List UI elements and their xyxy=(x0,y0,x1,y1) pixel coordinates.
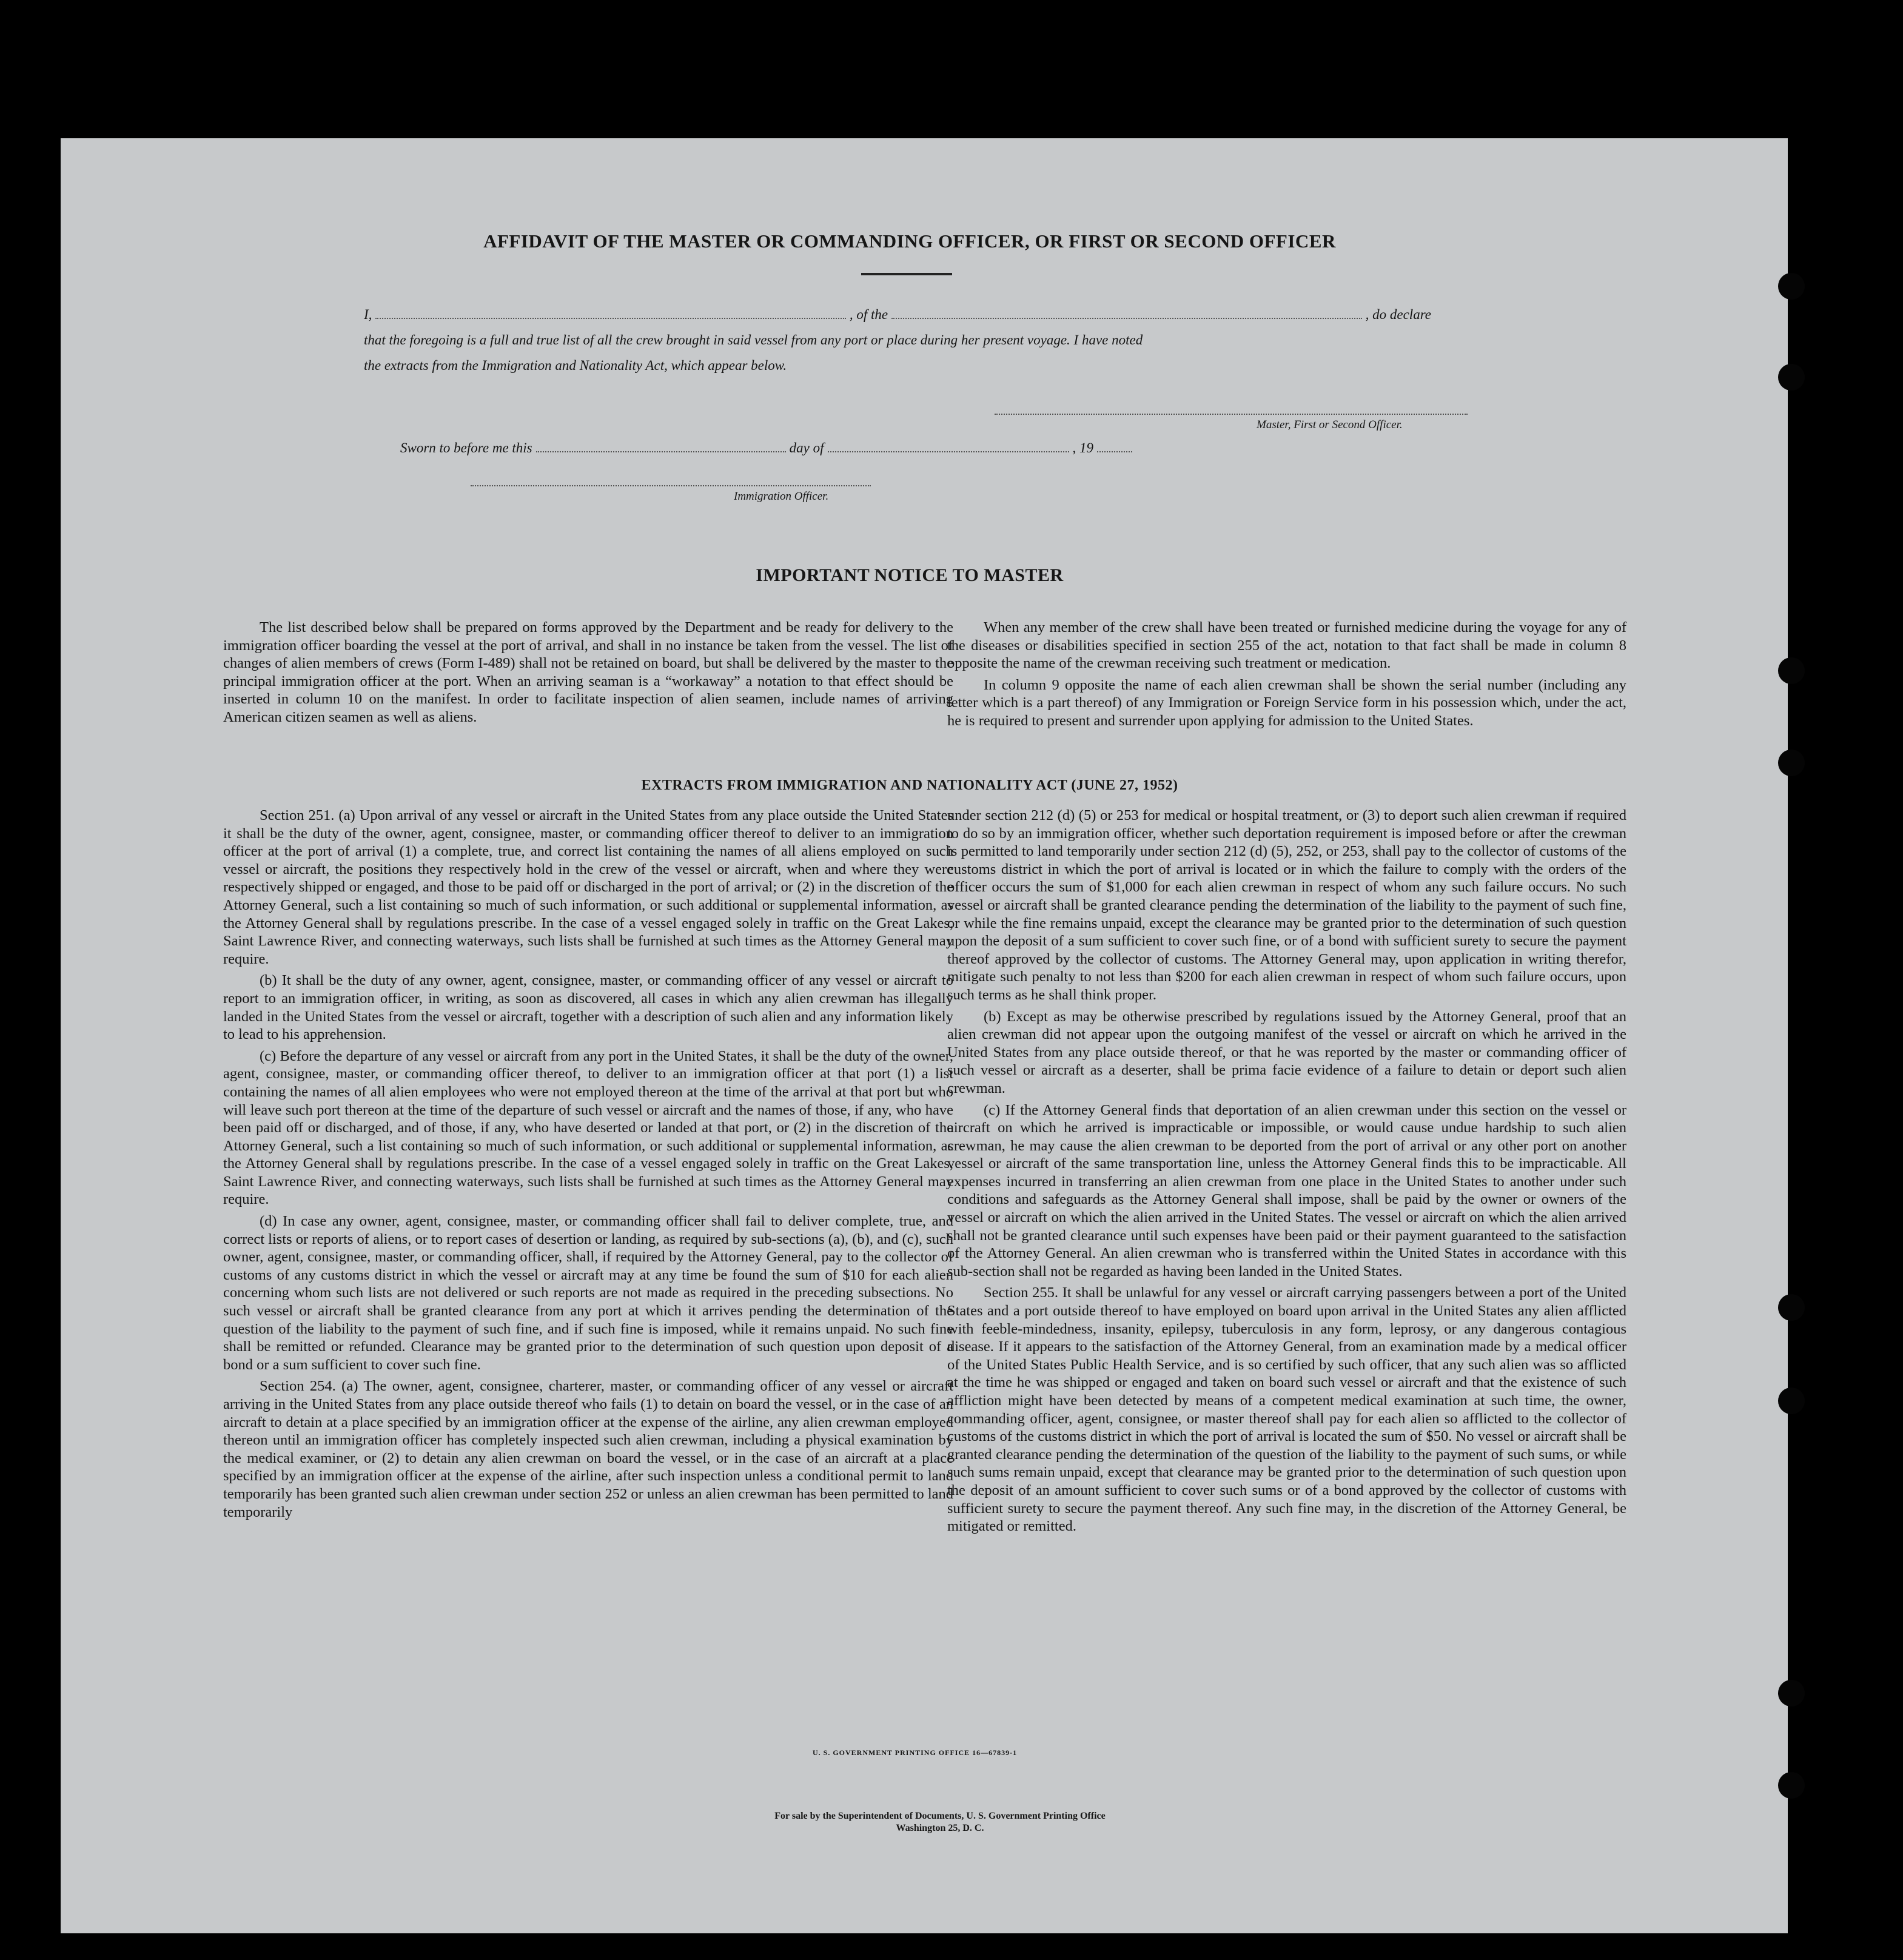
notice-right-column xyxy=(947,619,1626,734)
binder-hole-icon xyxy=(1778,364,1805,391)
act-paragraph: (c) Before the departure of any vessel or aircraft from any port in the United States, it shall be the duty of the owner, agent, consignee, master, or commanding officer thereof, to deliver to an immigration officer at that port (1) a list containing the names of all alien employees who were not employed thereon at the time of the arrival at that port but who will leave such port thereon at the time of the departure of such vessel or aircraft and the names of those, if any, who have been paid off or discharged, and of those, if any, who have deserted or landed at that port, or (2) in the discretion of the Attorney General, such a list containing so much of such information, or such additional or supplemental information, as the Attorney General shall by regulations prescribe. In the case of a vessel engaged solely in traffic on the Great Lakes, Saint Lawrence River, and connecting waterways, such lists shall be furnished at such times as the Attorney General may require. xyxy=(223,1047,953,1208)
extracts-right-column xyxy=(947,807,1626,1539)
binder-hole-icon xyxy=(1778,1294,1805,1321)
extracts-title: EXTRACTS FROM IMMIGRATION AND NATIONALITY ACT (JUNE 27, 1952) xyxy=(641,777,1178,793)
year-label: , 19 xyxy=(1072,440,1093,455)
binder-hole-icon xyxy=(1778,1388,1805,1414)
notice-left-column xyxy=(223,619,953,730)
act-paragraph: (b) Except as may be otherwise prescribed by regulations issued by the Attorney General, proof that an alien crewman did not appear upon the outgoing manifest of the vessel or aircraft on which he arrived in the United States from any place outside thereof, or that he was reported by the master or commanding officer of such vessel or aircraft as a deserter, shall be prima facie evidence of a failure to detain or deport such alien crewman. xyxy=(947,1008,1626,1096)
binder-hole-icon xyxy=(1778,1772,1805,1799)
sworn-day-blank[interactable] xyxy=(536,440,786,452)
for-sale-notice xyxy=(606,1810,1274,1834)
act-paragraph: (d) In case any owner, agent, consignee, master, or commanding officer shall fail to deliver complete, true, and correct lists or reports of aliens, or to report cases of desertion or landing, as required by sub-sections (a), (b), and (c), such owner, agent, consignee, master, or commanding officer, shall, if required by the Attorney General, pay to the collector of customs of any customs district in which the vessel or aircraft may at any time be found the sum of $10 for each alien concerning whom such lists are not delivered or such reports are not made as required in the preceding subsections. No such vessel or aircraft shall be granted clearance from any port at which it arrives pending the determination of the question of the liability to the payment of such fine, and if such fine is imposed, while it remains unpaid. No such fine shall be remitted or refunded. Clearance may be granted prior to the determination of such question upon deposit of a bond or a sum sufficient to cover such fine. xyxy=(223,1213,953,1373)
for-sale-line-2: Washington 25, D. C. xyxy=(896,1823,984,1833)
immigration-officer-signature-line[interactable] xyxy=(471,485,871,486)
name-blank[interactable] xyxy=(375,307,845,319)
act-paragraph: under section 212 (d) (5) or 253 for medical or hospital treatment, or (3) to deport such alien crewman if required to do so by an immigration officer, whether such deportation requirement is imposed before or after the crewman is permitted to land temporarily under section 212 (d) (5), 252, or 253, shall pay to the collector of customs of the customs district in which the port of arrival is located or in which the failure to comply with the orders of the officer occurs the sum of $1,000 for each alien crewman in respect of whom any such failure occurs. No such vessel or aircraft shall be granted clearance pending the determination of the liability to the payment of such fine, or while the fine remains unpaid, except the clearance may be granted prior to the determination of such question upon the deposit of a sum sufficient to cover such fine, or of a bond with sufficient surety to secure the payment thereof approved by the collector of customs. The Attorney General may, upon application in writing therefor, mitigate such penalty to not less than $200 for each alien crewman in respect of whom such failure occurs, upon such terms as he shall think proper. xyxy=(947,807,1626,1003)
binder-hole-icon xyxy=(1778,750,1805,776)
act-paragraph: Section 255. It shall be unlawful for any vessel or aircraft carrying passengers between a port of the United States and a port outside thereof to have employed on board upon arrival in the United States any alien afflicted with feeble-mindedness, insanity, epilepsy, tuberculosis in any form, leprosy, or any dangerous contagious disease. If it appears to the satisfaction of the Attorney General, from an examination made by a medical officer of the United States Public Health Service, and is so certified by such officer, that any such alien was so afflicted at the time he was shipped or engaged and taken on board such vessel or aircraft and that the existence of such affliction might have been detected by means of a competent medical examination at such time, the owner, commanding officer, agent, consignee, or master thereof shall pay for each alien so afflicted to the collector of customs of the customs district in which the port of arrival is located the sum of $50. No vessel or aircraft shall be granted clearance pending the determination of the question of the liability to the payment of such sums, or while such sums remain unpaid, except that clearance may be granted prior to the determination of such question upon the deposit of an amount sufficient to cover such sums or of a bond approved by the collector of customs with sufficient surety to secure the payment thereof. Any such fine may, in the discretion of the Attorney General, be mitigated or remitted. xyxy=(947,1284,1626,1535)
binder-hole-icon xyxy=(1778,273,1805,300)
master-signature-label: Master, First or Second Officer. xyxy=(1257,418,1403,431)
affidavit-title: AFFIDAVIT OF THE MASTER OR COMMANDING OFFICER, OR FIRST OR SECOND OFFICER xyxy=(483,230,1336,252)
extracts-left-column xyxy=(223,807,953,1525)
declaration-line-3: the extracts from the Immigration and Nationality Act, which appear below. xyxy=(364,358,787,373)
act-paragraph: Section 254. (a) The owner, agent, consignee, charterer, master, or commanding officer of any vessel or aircraft arriving in the United States from any place outside thereof who fails (1) to detain on board the vessel, or in the case of an aircraft to detain at a place specified by an immigration officer at the expense of the airline, any alien crewman employed thereon until an immigration officer has completely inspected such alien crewman, including a physical examination by the medical examiner, or (2) to detain any alien crewman on board the vessel, or in the case of an aircraft at a place specified by an immigration officer at the expense of the airline, after such inspection unless a conditional permit to land temporarily has been granted such alien crewman under section 252 or unless an alien crewman has been permitted to land temporarily xyxy=(223,1378,953,1520)
notice-title: IMPORTANT NOTICE TO MASTER xyxy=(756,565,1064,585)
notice-paragraph: When any member of the crew shall have been treated or furnished medicine during the voyage for any of the diseases or disabilities specified in section 255 of the act, notation to that fact shall be made in column 8 opposite the name of the crewman receiving such treatment or medication. xyxy=(947,619,1626,672)
binder-hole-icon xyxy=(1778,657,1805,684)
act-paragraph: (c) If the Attorney General finds that deportation of an alien crewman under this section on the vessel or aircraft on which he arrived is impracticable or impossible, or would cause undue hardship to such alien crewman, he may cause the alien crewman to be deported from the port of arrival or any other port on another vessel or aircraft of the same transportation line, unless the Attorney General finds this to be impracticable. All expenses incurred in transferring an alien crewman from one place in the United States to another under such conditions and safeguards as the Attorney General shall impose, shall be paid by the owner or owners of the vessel or aircraft on which the alien arrived in the United States. The vessel or aircraft on which the alien arrived shall not be granted clearance until such expenses have been paid or their payment guaranteed to the satisfaction of the Attorney General. An alien crewman who is transferred within the United States in accordance with this sub-section shall not be regarded as having been landed in the United States. xyxy=(947,1101,1626,1280)
of-the-label: , of the xyxy=(849,307,888,322)
declaration-line-2: that the foregoing is a full and true list of all the crew brought in said vessel from any port or place during her present voyage. I have noted xyxy=(364,332,1143,347)
act-paragraph: (b) It shall be the duty of any owner, agent, consignee, master, or commanding officer of any vessel or aircraft to report to an immigration officer, in writing, as soon as discovered, all cases in which any alien crewman has illegally landed in the United States from the vessel or aircraft, together with a description of such alien and any information likely to lead to his apprehension. xyxy=(223,972,953,1043)
sworn-label: Sworn to before me this xyxy=(400,440,532,455)
for-sale-line-1: For sale by the Superintendent of Documents, U. S. Government Printing Office xyxy=(774,1811,1106,1821)
declaration-line-1 xyxy=(364,302,1431,327)
immigration-officer-label: Immigration Officer. xyxy=(734,490,829,503)
i-label: I, xyxy=(364,307,372,322)
act-paragraph: Section 251. (a) Upon arrival of any vessel or aircraft in the United States from any place outside the United States it shall be the duty of the owner, agent, consignee, master, or commanding officer thereof to deliver to an immigration officer at the port of arrival (1) a complete, true, and correct list containing the names of all aliens employed on such vessel or aircraft, the positions they respectively hold in the crew of the vessel or aircraft, when and where they were respectively shipped or engaged, and those to be paid off or discharged in the port of arrival; or (2) in the discretion of the Attorney General, such a list containing so much of such information, or such additional or supplemental information, as the Attorney General shall by regulations prescribe. In the case of a vessel engaged solely in traffic on the Great Lakes, Saint Lawrence River, and connecting waterways, such lists shall be furnished at such times as the Attorney General may require. xyxy=(223,807,953,967)
master-signature-line[interactable] xyxy=(995,414,1468,415)
day-of-label: day of xyxy=(789,440,824,455)
title-rule xyxy=(861,273,952,275)
sworn-line xyxy=(400,440,1274,456)
notice-paragraph: In column 9 opposite the name of each alien crewman shall be shown the serial number (including any letter which is a part thereof) of any Immigration or Foreign Service form in his possession which, under the act, he is required to present and surrender upon applying for admission to the United States. xyxy=(947,676,1626,729)
notice-paragraph: The list described below shall be prepared on forms approved by the Department and be ready for delivery to the immigration officer boarding the vessel at the port of arrival, and shall in no instance be taken from the vessel. The list of changes of alien members of crews (Form I-489) shall not be retained on board, but shall be delivered by the master to the principal immigration officer at the port. When an arriving seaman is a “workaway” a notation to that effect should be inserted in column 10 on the manifest. In order to facilitate inspection of alien seamen, include names of arriving American citizen seamen as well as aliens. xyxy=(223,619,953,725)
do-declare-label: , do declare xyxy=(1365,307,1432,322)
printing-office-imprint: U. S. GOVERNMENT PRINTING OFFICE 16—67839-1 xyxy=(813,1748,1018,1757)
sworn-month-blank[interactable] xyxy=(828,440,1069,452)
vessel-blank[interactable] xyxy=(891,307,1361,319)
sworn-year-blank[interactable] xyxy=(1097,440,1132,452)
form-page xyxy=(61,138,1788,1933)
binder-hole-icon xyxy=(1778,1680,1805,1707)
